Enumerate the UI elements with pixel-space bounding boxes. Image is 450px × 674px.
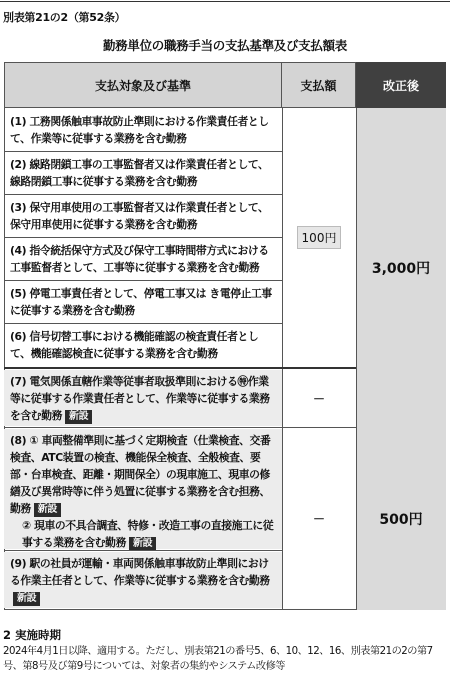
new-badge: 新設 bbox=[129, 537, 156, 551]
row-7-text: (7) 電気関係直轄作業等従事者取扱準則における㊕作業等に従事する作業責任者として、作業等に従事する業務を含む勤務 bbox=[10, 375, 270, 422]
row-divider bbox=[4, 194, 282, 195]
allowance-table bbox=[4, 62, 446, 610]
dash-row-7: － bbox=[312, 391, 325, 406]
row-divider bbox=[4, 280, 282, 281]
table-reference: 別表第21の2（第52条） bbox=[3, 11, 126, 24]
revised-3000: 3,000円 bbox=[371, 260, 431, 277]
amount-rows-1-6 bbox=[282, 108, 356, 367]
row-4: (4) 指令統括保守方式及び保守工事時間帯方式における工事監督者として、工事等に従事する業務を含む勤務 bbox=[10, 244, 269, 274]
new-badge: 新設 bbox=[13, 592, 40, 606]
row-divider bbox=[4, 550, 282, 551]
table-title: 勤務単位の職務手当の支払基準及び支払額表 bbox=[102, 38, 347, 53]
new-badge: 新設 bbox=[34, 503, 61, 517]
header-target: 支払対象及び基準 bbox=[4, 62, 282, 108]
row-8-item-2-text: ② 現車の不具合調査、特修・改造工事の直接施工に従事する業務を含む勤務 bbox=[22, 519, 274, 549]
section-2-body: 2024年4月1日以降、適用する。ただし、別表第21の番号5、6、10、12、16、別表第21の2の第7号、第8号及び第9号については、対象者の集約やシステム改修等 bbox=[3, 646, 433, 672]
row-divider bbox=[4, 323, 282, 324]
row-divider bbox=[4, 237, 282, 238]
row-8-item-2 bbox=[10, 517, 278, 551]
row-7 bbox=[4, 370, 282, 426]
top-rule bbox=[0, 1, 450, 2]
dash-rows-8-9: － bbox=[312, 512, 325, 526]
revised-500: 500円 bbox=[379, 511, 423, 528]
revised-rows-1-7 bbox=[356, 108, 446, 427]
row-9 bbox=[4, 552, 282, 608]
row-9-text: (9) 駅の社員が運輸・車両関係触車事故防止準則における作業主任者として、作業等に従事する業務を含む勤務 bbox=[10, 557, 270, 587]
revised-rows-8-9 bbox=[356, 428, 446, 609]
border-bottom bbox=[4, 609, 356, 610]
amount-100: 100円 bbox=[297, 226, 342, 249]
amount-row-7 bbox=[282, 369, 356, 427]
header-amount: 支払額 bbox=[282, 62, 356, 108]
row-divider bbox=[4, 151, 282, 152]
row-8 bbox=[4, 429, 282, 549]
row-6: (6) 信号切替工事における機能確認の検査責任者として、機能確認検査に従事する業務を含む勤務 bbox=[10, 330, 259, 360]
header-revised: 改正後 bbox=[356, 62, 446, 108]
row-8-item-1 bbox=[10, 432, 278, 517]
amount-rows-8-9 bbox=[282, 428, 356, 609]
new-badge: 新設 bbox=[65, 410, 92, 424]
row-5: (5) 停電工事責任者として、停電工事又は き電停止工事に従事する業務を含む勤務 bbox=[10, 287, 272, 317]
row-8-item-1-text: (8) ① 車両整備準則に基づく定期検査（仕業検査、交番検査、ATC装置の検査、機能保全検査、全般検査、要部・台車検査、距離・期間保全）の現車施工、現車の修繕及び異常時等に伴う処置に従事する業務を含む担務、勤務 bbox=[10, 434, 271, 515]
row-1: (1) 工務関係触車事故防止準則における作業責任者として、作業等に従事する業務を含む勤務 bbox=[10, 115, 269, 145]
row-3: (3) 保守用車使用の工事監督者又は作業責任者として、保守用車使用に従事する業務を含む勤務 bbox=[10, 201, 269, 231]
section-2-title: 2 実施時期 bbox=[3, 628, 62, 642]
row-2: (2) 線路閉鎖工事の工事監督者又は作業責任者として、線路閉鎖工事に従事する業務を含む勤務 bbox=[10, 158, 269, 188]
